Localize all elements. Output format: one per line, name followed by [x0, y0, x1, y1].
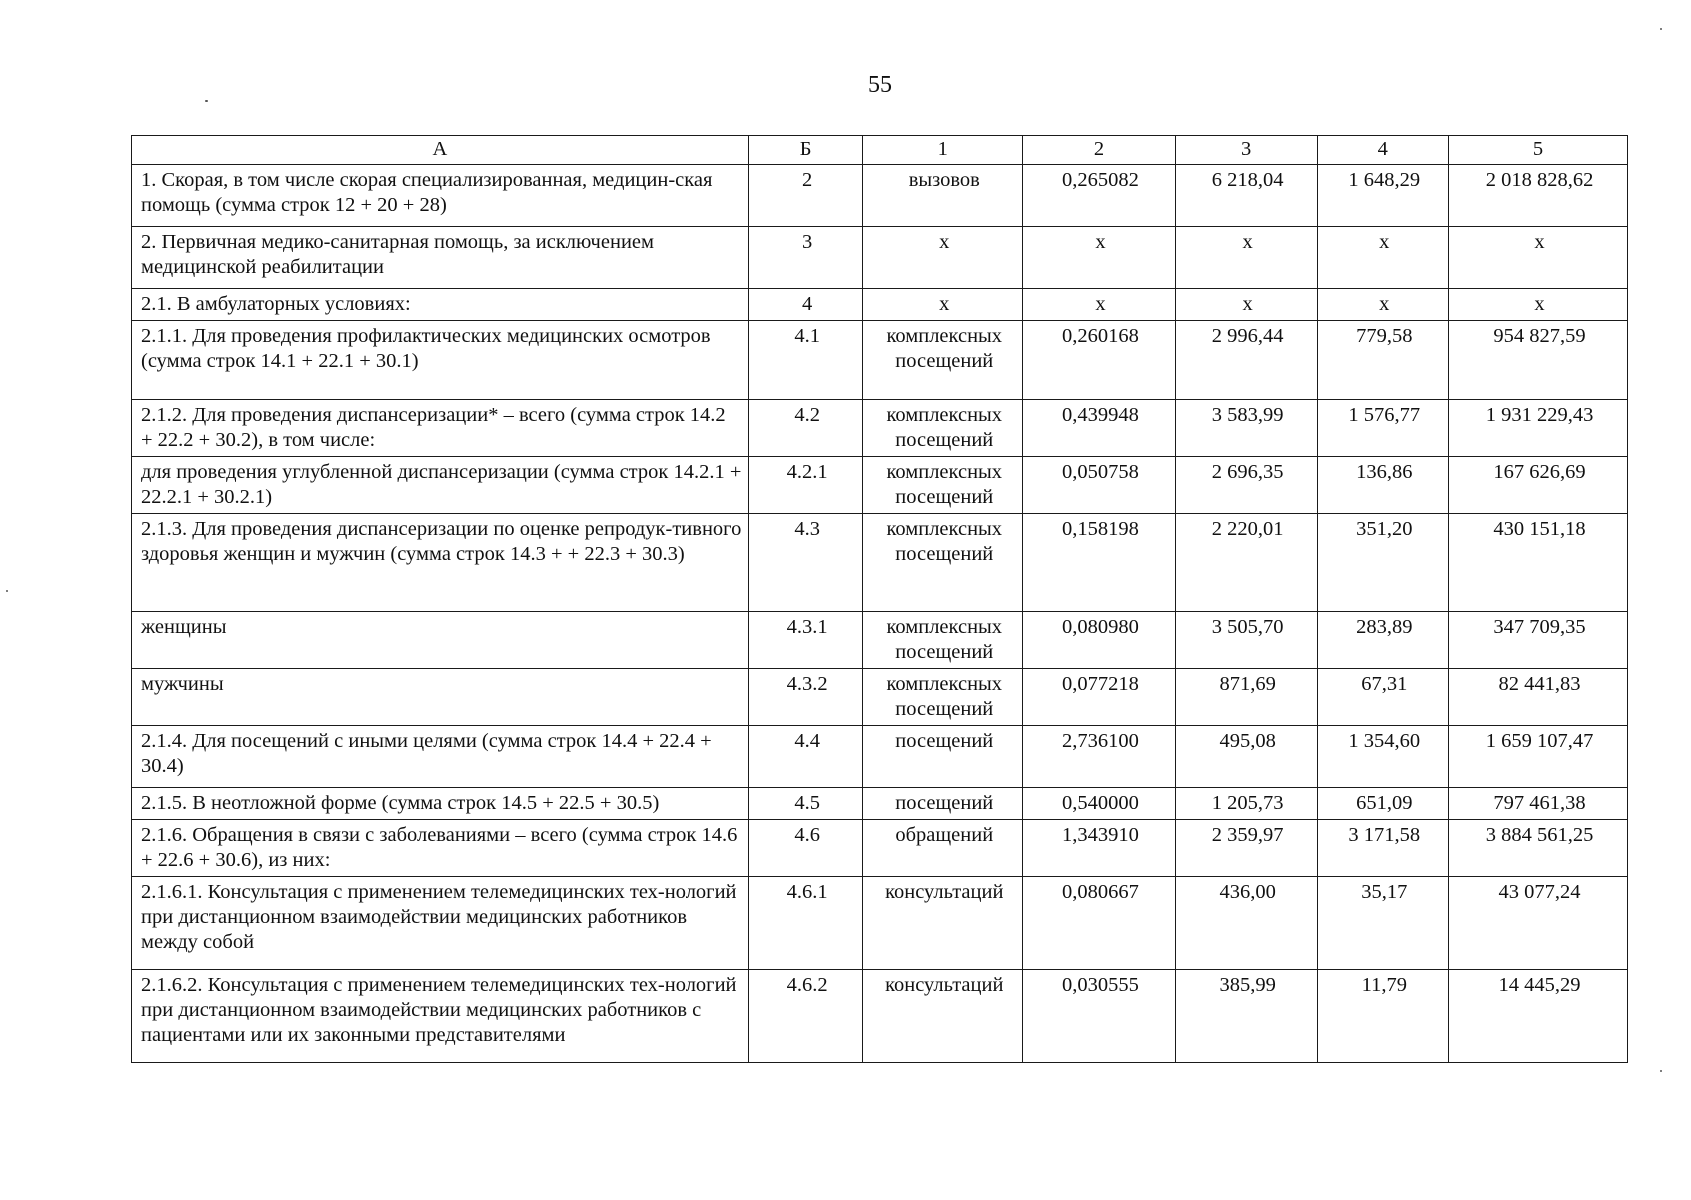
row-value-4: 351,20 [1317, 514, 1449, 612]
row-value-4: 136,86 [1317, 457, 1449, 514]
row-label: 2.1.6. Обращения в связи с заболеваниями – всего (сумма строк 14.6 + 22.6 + 30.6), из них: [132, 820, 749, 877]
page-number: 55 [868, 72, 892, 98]
row-code: 4.1 [748, 321, 863, 400]
table-row [132, 457, 1628, 514]
row-code: 4.3 [748, 514, 863, 612]
row-value-4: 11,79 [1317, 970, 1449, 1063]
row-value-5: 954 827,59 [1449, 321, 1628, 400]
row-value-2: 0,030555 [1023, 970, 1176, 1063]
row-label: 2.1. В амбулаторных условиях: [132, 289, 749, 321]
row-value-3: х [1175, 227, 1317, 289]
header-row [132, 136, 1628, 165]
row-code: 2 [748, 165, 863, 227]
row-label: 2.1.5. В неотложной форме (сумма строк 14.5 + 22.5 + 30.5) [132, 788, 749, 820]
table-row [132, 612, 1628, 669]
row-label: 2. Первичная медико-санитарная помощь, за исключением медицинской реабилитации [132, 227, 749, 289]
row-unit: вызовов [863, 165, 1023, 227]
row-code: 4.2.1 [748, 457, 863, 514]
scan-speck [6, 590, 8, 592]
row-unit: комплексных посещений [863, 514, 1023, 612]
header-cell-1: 1 [863, 136, 1023, 165]
row-code: 4.3.2 [748, 669, 863, 726]
header-cell-a: А [132, 136, 749, 165]
row-unit: х [863, 227, 1023, 289]
row-value-4: 1 354,60 [1317, 726, 1449, 788]
row-label: 2.1.4. Для посещений с иными целями (сумма строк 14.4 + 22.4 + 30.4) [132, 726, 749, 788]
row-value-5: х [1449, 227, 1628, 289]
table-row [132, 400, 1628, 457]
row-value-3: 1 205,73 [1175, 788, 1317, 820]
row-value-5: 14 445,29 [1449, 970, 1628, 1063]
table-row [132, 669, 1628, 726]
row-label: для проведения углубленной диспансеризации (сумма строк 14.2.1 + 22.2.1 + 30.2.1) [132, 457, 749, 514]
row-value-4: 651,09 [1317, 788, 1449, 820]
row-value-2: 1,343910 [1023, 820, 1176, 877]
row-value-5: 82 441,83 [1449, 669, 1628, 726]
row-unit: посещений [863, 726, 1023, 788]
row-value-2: 0,080980 [1023, 612, 1176, 669]
row-value-5: х [1449, 289, 1628, 321]
table-row [132, 820, 1628, 877]
scan-speck [1660, 1070, 1662, 1072]
row-value-4: 35,17 [1317, 877, 1449, 970]
row-value-5: 1 659 107,47 [1449, 726, 1628, 788]
row-value-5: 347 709,35 [1449, 612, 1628, 669]
row-value-5: 797 461,38 [1449, 788, 1628, 820]
row-label: 2.1.2. Для проведения диспансеризации* – всего (сумма строк 14.2 + 22.2 + 30.2), в том числе: [132, 400, 749, 457]
row-unit: комплексных посещений [863, 669, 1023, 726]
scan-speck [205, 100, 208, 102]
row-value-4: х [1317, 227, 1449, 289]
data-table [131, 135, 1628, 1063]
scan-speck [1660, 28, 1662, 30]
header-cell-4: 4 [1317, 136, 1449, 165]
row-code: 4 [748, 289, 863, 321]
row-value-4: х [1317, 289, 1449, 321]
row-value-2: 2,736100 [1023, 726, 1176, 788]
row-value-2: х [1023, 227, 1176, 289]
row-label: 2.1.6.1. Консультация с применением телемедицинских тех-нологий при дистанционном взаимодействии медицинских работников между собой [132, 877, 749, 970]
table-row [132, 321, 1628, 400]
header-cell-b: Б [748, 136, 863, 165]
row-value-4: 3 171,58 [1317, 820, 1449, 877]
row-label: 2.1.3. Для проведения диспансеризации по оценке репродук-тивного здоровья женщин и мужчин (сумма строк 14.3 + + 22.3 + 30.3) [132, 514, 749, 612]
row-value-5: 1 931 229,43 [1449, 400, 1628, 457]
row-unit: комплексных посещений [863, 457, 1023, 514]
row-code: 4.2 [748, 400, 863, 457]
row-value-2: 0,540000 [1023, 788, 1176, 820]
row-code: 4.3.1 [748, 612, 863, 669]
row-value-2: х [1023, 289, 1176, 321]
table-row [132, 877, 1628, 970]
row-code: 4.6.1 [748, 877, 863, 970]
row-value-3: 2 696,35 [1175, 457, 1317, 514]
row-value-2: 0,260168 [1023, 321, 1176, 400]
table-row [132, 726, 1628, 788]
row-value-4: 67,31 [1317, 669, 1449, 726]
row-label: 2.1.1. Для проведения профилактических медицинских осмотров (сумма строк 14.1 + 22.1 + 30.1) [132, 321, 749, 400]
row-code: 4.5 [748, 788, 863, 820]
row-value-3: 385,99 [1175, 970, 1317, 1063]
row-value-2: 0,050758 [1023, 457, 1176, 514]
row-value-3: 2 359,97 [1175, 820, 1317, 877]
row-value-2: 0,077218 [1023, 669, 1176, 726]
row-code: 4.6 [748, 820, 863, 877]
row-code: 4.4 [748, 726, 863, 788]
row-value-3: 2 996,44 [1175, 321, 1317, 400]
header-cell-5: 5 [1449, 136, 1628, 165]
table-row [132, 514, 1628, 612]
row-label: мужчины [132, 669, 749, 726]
row-value-3: 436,00 [1175, 877, 1317, 970]
row-value-3: 2 220,01 [1175, 514, 1317, 612]
row-value-5: 43 077,24 [1449, 877, 1628, 970]
row-value-2: 0,080667 [1023, 877, 1176, 970]
row-unit: обращений [863, 820, 1023, 877]
row-value-5: 167 626,69 [1449, 457, 1628, 514]
row-code: 4.6.2 [748, 970, 863, 1063]
row-value-3: 495,08 [1175, 726, 1317, 788]
header-cell-3: 3 [1175, 136, 1317, 165]
row-value-5: 2 018 828,62 [1449, 165, 1628, 227]
row-code: 3 [748, 227, 863, 289]
row-value-2: 0,265082 [1023, 165, 1176, 227]
row-unit: комплексных посещений [863, 612, 1023, 669]
row-unit: консультаций [863, 877, 1023, 970]
header-cell-2: 2 [1023, 136, 1176, 165]
row-unit: комплексных посещений [863, 321, 1023, 400]
table-row [132, 788, 1628, 820]
row-value-3: 871,69 [1175, 669, 1317, 726]
row-unit: консультаций [863, 970, 1023, 1063]
row-value-3: 3 583,99 [1175, 400, 1317, 457]
row-value-5: 430 151,18 [1449, 514, 1628, 612]
row-label: 2.1.6.2. Консультация с применением телемедицинских тех-нологий при дистанционном взаимодействии медицинских работников с пациентами или их законными представителями [132, 970, 749, 1063]
table-row [132, 165, 1628, 227]
table-row [132, 289, 1628, 321]
row-unit: посещений [863, 788, 1023, 820]
row-label: женщины [132, 612, 749, 669]
row-value-2: 0,158198 [1023, 514, 1176, 612]
table-row [132, 970, 1628, 1063]
row-value-4: 1 648,29 [1317, 165, 1449, 227]
row-value-2: 0,439948 [1023, 400, 1176, 457]
row-value-4: 283,89 [1317, 612, 1449, 669]
row-label: 1. Скорая, в том числе скорая специализированная, медицин-ская помощь (сумма строк 12 + 20 + 28) [132, 165, 749, 227]
row-value-3: 3 505,70 [1175, 612, 1317, 669]
row-value-3: х [1175, 289, 1317, 321]
row-value-4: 779,58 [1317, 321, 1449, 400]
row-value-5: 3 884 561,25 [1449, 820, 1628, 877]
row-value-4: 1 576,77 [1317, 400, 1449, 457]
row-unit: х [863, 289, 1023, 321]
row-value-3: 6 218,04 [1175, 165, 1317, 227]
row-unit: комплексных посещений [863, 400, 1023, 457]
table-row [132, 227, 1628, 289]
